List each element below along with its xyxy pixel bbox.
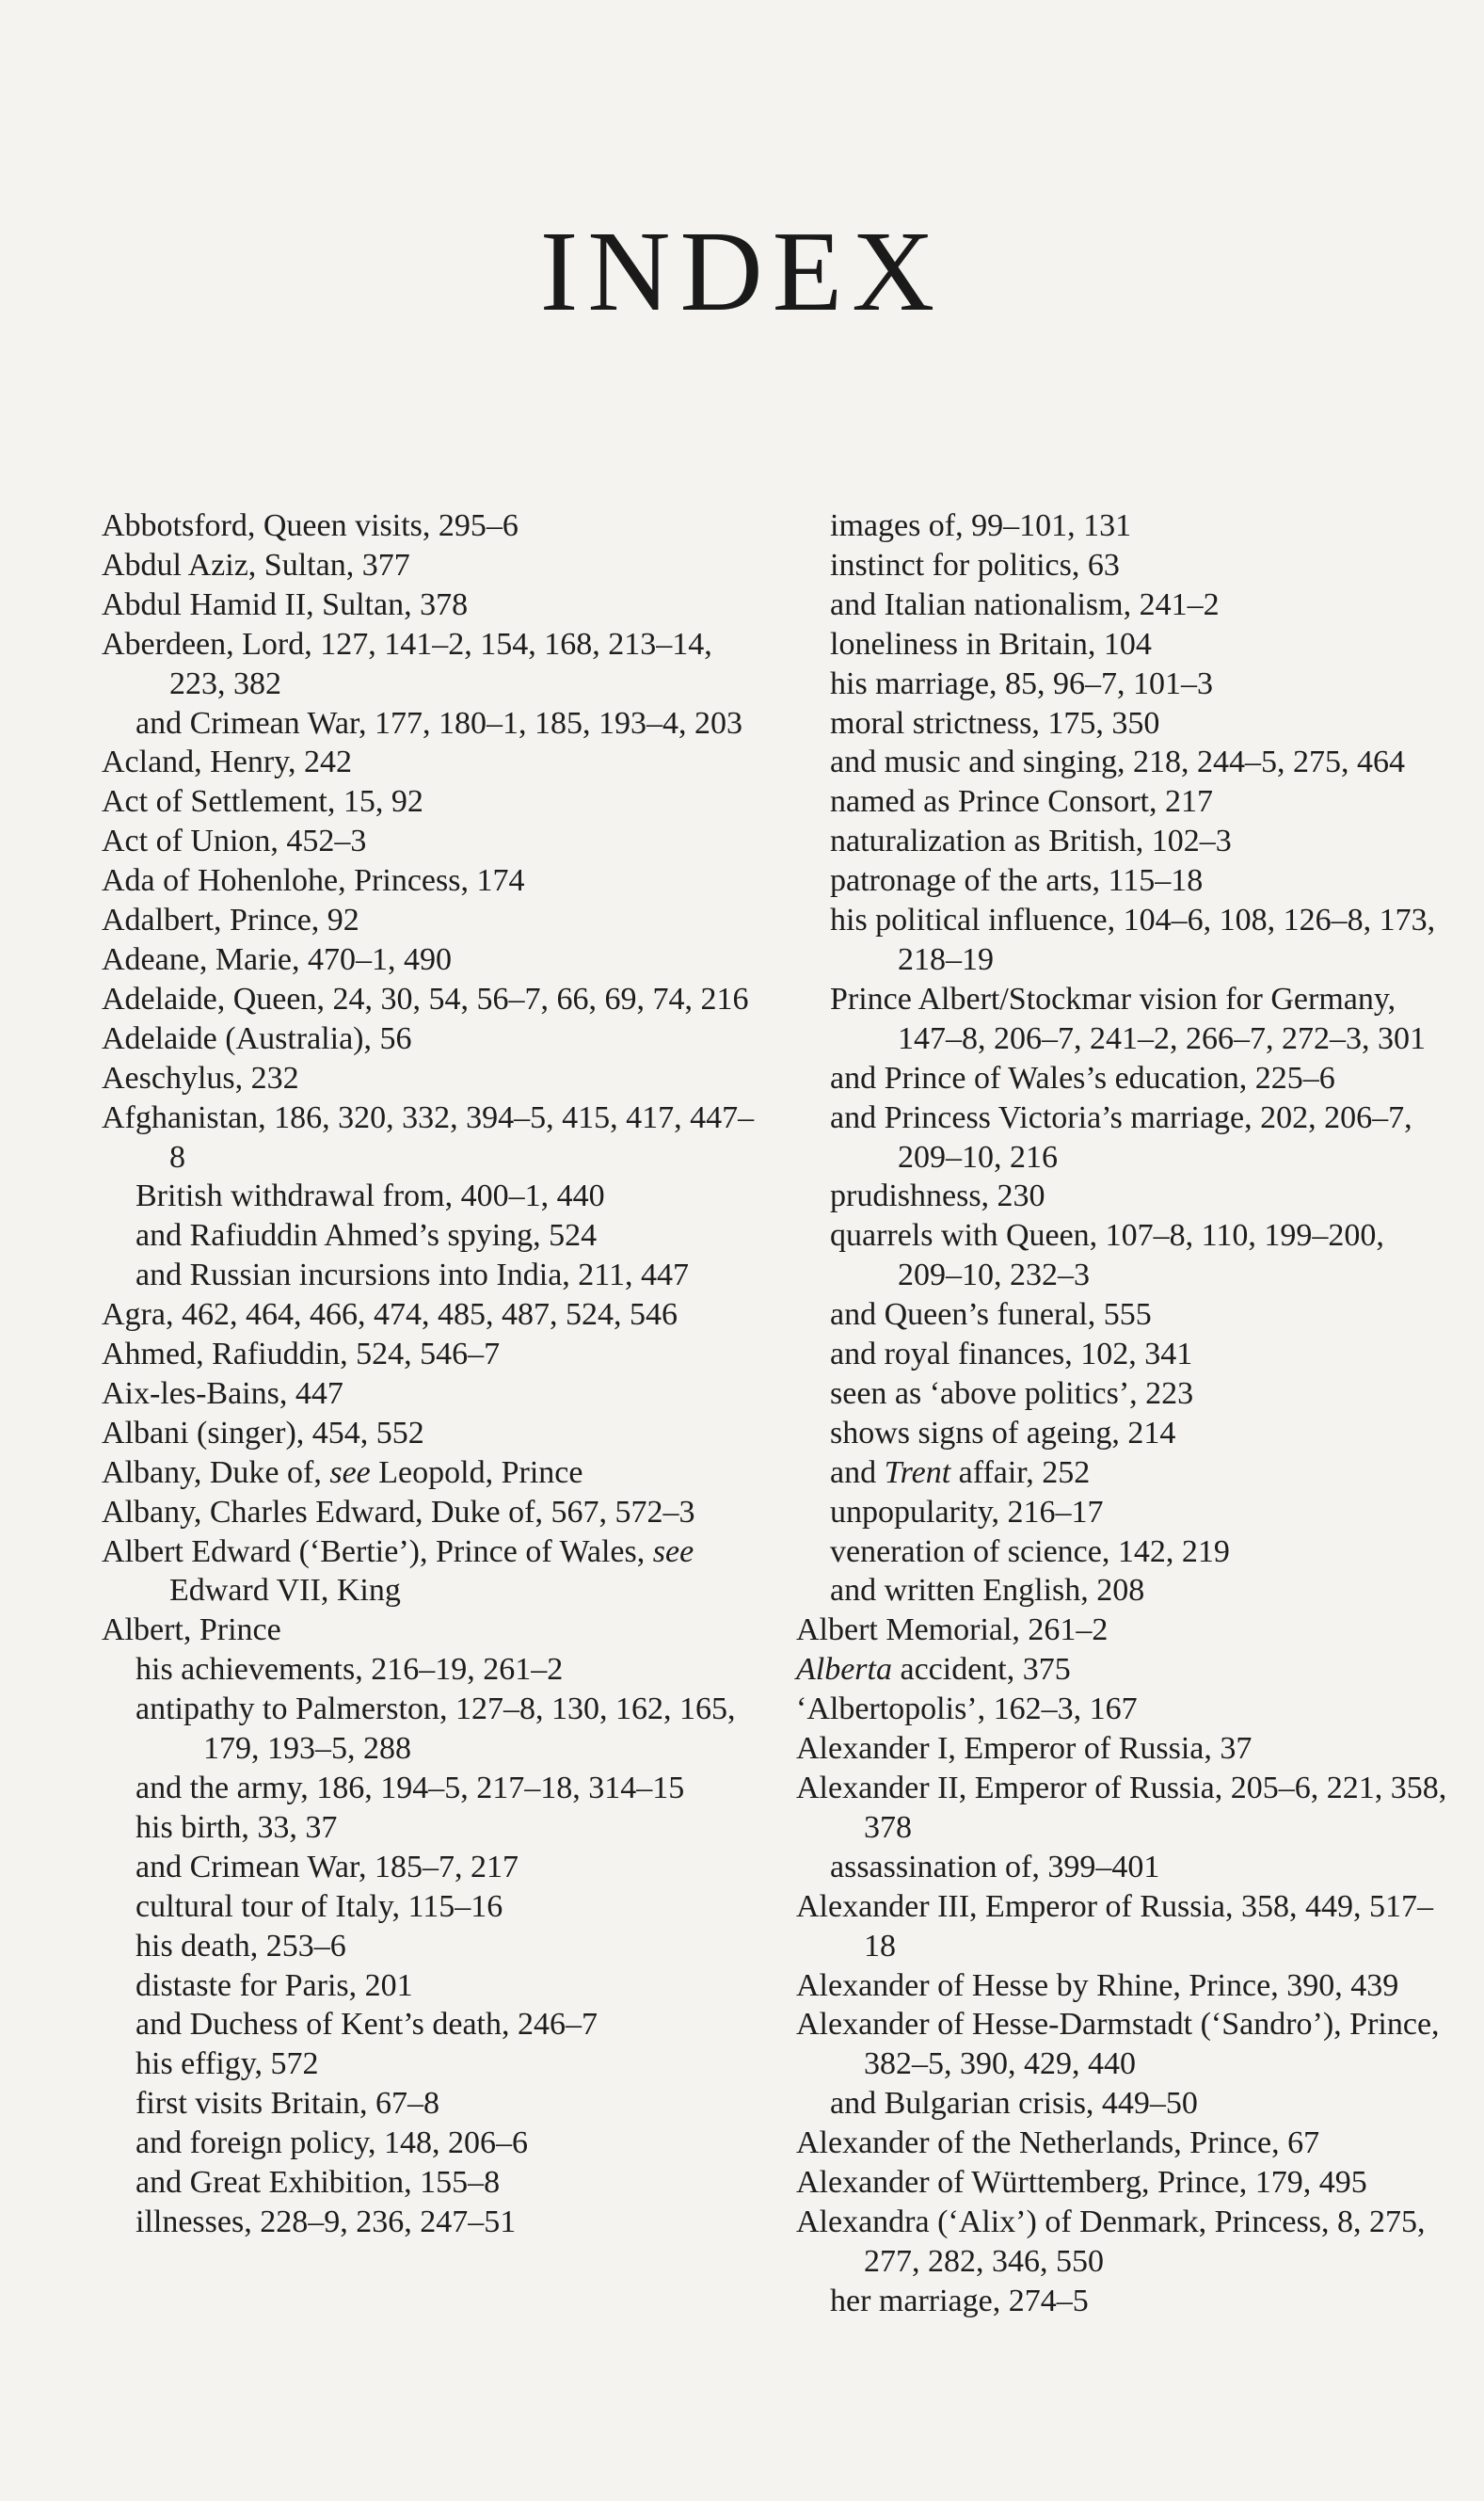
index-entry: Alberta accident, 375 [796,1652,1071,1688]
index-subentry: and Rafiuddin Ahmed’s spying, 524 [136,1218,598,1254]
index-entry: Alexander of Hesse-Darmstadt (‘Sandro’), Prince, 382–5, 390, 429, 440 [796,2007,1440,2082]
index-subentry: antipathy to Palmerston, 127–8, 130, 162, 165, 179, 193–5, 288 [136,1691,736,1767]
index-subentry: illnesses, 228–9, 236, 247–51 [136,2204,517,2239]
index-entry: Alexander of the Netherlands, Prince, 67 [796,2125,1320,2161]
index-subentry: named as Prince Consort, 217 [830,784,1213,820]
index-subentry: and Russian incursions into India, 211, 447 [136,1258,690,1293]
index-entry: Adalbert, Prince, 92 [102,903,359,938]
index-subentry: patronage of the arts, 115–18 [830,863,1204,899]
index-subentry: cultural tour of Italy, 115–16 [136,1888,503,1924]
index-entry: Act of Settlement, 15, 92 [102,784,423,820]
index-subentry: moral strictness, 175, 350 [830,705,1160,741]
index-subentry: and Italian nationalism, 241–2 [830,586,1220,622]
index-entry: Ada of Hohenlohe, Princess, 174 [102,863,525,899]
index-entry: Afghanistan, 186, 320, 332, 394–5, 415, 417, 447–8 [102,1099,755,1175]
index-subentry: unpopularity, 216–17 [830,1494,1104,1530]
index-subentry: first visits Britain, 67–8 [136,2086,439,2122]
index-subentry: and foreign policy, 148, 206–6 [136,2125,529,2161]
index-subentry: seen as ‘above politics’, 223 [830,1375,1194,1411]
index-subentry: loneliness in Britain, 104 [830,626,1152,662]
index-entry: Alexander II, Emperor of Russia, 205–6, 221, 358, 378 [796,1771,1447,1845]
index-entry: Act of Union, 452–3 [102,824,367,859]
index-entry: Abbotsford, Queen visits, 295–6 [102,508,519,543]
index-subentry: and Great Exhibition, 155–8 [136,2165,501,2201]
index-entry: Adeane, Marie, 470–1, 490 [102,941,453,977]
index-entry: Alexander of Württemberg, Prince, 179, 495 [796,2165,1367,2201]
index-entry: Agra, 462, 464, 466, 474, 485, 487, 524, 546 [102,1297,678,1333]
index-subentry: and written English, 208 [830,1573,1145,1609]
index-subentry: veneration of science, 142, 219 [830,1533,1230,1569]
index-column-right [796,506,1455,2321]
index-subentry: naturalization as British, 102–3 [830,824,1232,859]
index-subentry: quarrels with Queen, 107–8, 110, 199–200, 209–10, 232–3 [830,1218,1384,1293]
index-subentry: and royal finances, 102, 341 [830,1337,1193,1372]
index-subentry: and Crimean War, 185–7, 217 [136,1849,519,1884]
index-subentry: Prince Albert/Stockmar vision for Germany, 147–8, 206–7, 241–2, 266–7, 272–3, 301 [830,981,1426,1056]
index-entry: Albert Edward (‘Bertie’), Prince of Wales, see Edward VII, King [102,1533,694,1609]
index-entry: Albert Memorial, 261–2 [796,1612,1109,1648]
index-entry: Abdul Aziz, Sultan, 377 [102,547,410,583]
index-entry: Adelaide, Queen, 24, 30, 54, 56–7, 66, 69, 74, 216 [102,981,749,1017]
index-entry: Acland, Henry, 242 [102,745,352,780]
index-entry: Albani (singer), 454, 552 [102,1415,424,1451]
index-subentry: his effigy, 572 [136,2046,319,2082]
index-entry: Alexander of Hesse by Rhine, Prince, 390, 439 [796,1967,1399,2003]
index-subentry: and Princess Victoria’s marriage, 202, 206–7, 209–10, 216 [830,1099,1412,1175]
index-subentry: assassination of, 399–401 [830,1849,1160,1884]
index-subentry: and Duchess of Kent’s death, 246–7 [136,2007,598,2043]
index-subentry: his marriage, 85, 96–7, 101–3 [830,665,1213,701]
index-subentry: images of, 99–101, 131 [830,508,1132,543]
index-entry: Alexander I, Emperor of Russia, 37 [796,1731,1253,1767]
index-entry: ‘Albertopolis’, 162–3, 167 [796,1691,1138,1727]
index-subentry: and music and singing, 218, 244–5, 275, 464 [830,745,1406,780]
index-entry: Alexandra (‘Alix’) of Denmark, Princess, 8, 275, 277, 282, 346, 550 [796,2204,1426,2279]
index-subentry: his death, 253–6 [136,1928,346,1964]
index-subentry: prudishness, 230 [830,1178,1045,1214]
index-entry: Aberdeen, Lord, 127, 141–2, 154, 168, 213–14, 223, 382 [102,626,712,701]
index-subentry: and the army, 186, 194–5, 217–18, 314–15 [136,1771,685,1805]
index-subentry: and Trent affair, 252 [830,1454,1091,1490]
index-subentry: distaste for Paris, 201 [136,1967,413,2003]
index-subentry: and Prince of Wales’s education, 225–6 [830,1060,1335,1096]
index-subentry: British withdrawal from, 400–1, 440 [136,1178,605,1214]
index-column-left [102,506,760,2242]
index-entry: Abdul Hamid II, Sultan, 378 [102,586,469,622]
index-entry: Alexander III, Emperor of Russia, 358, 449, 517–18 [796,1888,1434,1964]
index-subentry: and Queen’s funeral, 555 [830,1297,1152,1333]
page-title: INDEX [539,208,945,335]
index-entry: Ahmed, Rafiuddin, 524, 546–7 [102,1337,501,1372]
index-subentry: his achievements, 216–19, 261–2 [136,1652,564,1688]
index-subentry: and Crimean War, 177, 180–1, 185, 193–4, 203 [136,705,742,741]
index-entry: Aeschylus, 232 [102,1060,299,1096]
index-subentry: shows signs of ageing, 214 [830,1415,1176,1451]
index-entry: Aix-les-Bains, 447 [102,1375,343,1411]
index-subentry: his political influence, 104–6, 108, 126–8, 173, 218–19 [830,903,1436,977]
index-subentry: and Bulgarian crisis, 449–50 [830,2086,1198,2122]
index-subentry: his birth, 33, 37 [136,1809,338,1845]
index-entry: Adelaide (Australia), 56 [102,1020,412,1056]
index-subentry: her marriage, 274–5 [830,2283,1089,2318]
index-entry: Albany, Duke of, see Leopold, Prince [102,1454,583,1490]
index-entry: Albany, Charles Edward, Duke of, 567, 572–3 [102,1494,695,1530]
index-subentry: instinct for politics, 63 [830,547,1120,583]
index-entry: Albert, Prince [102,1612,281,1648]
